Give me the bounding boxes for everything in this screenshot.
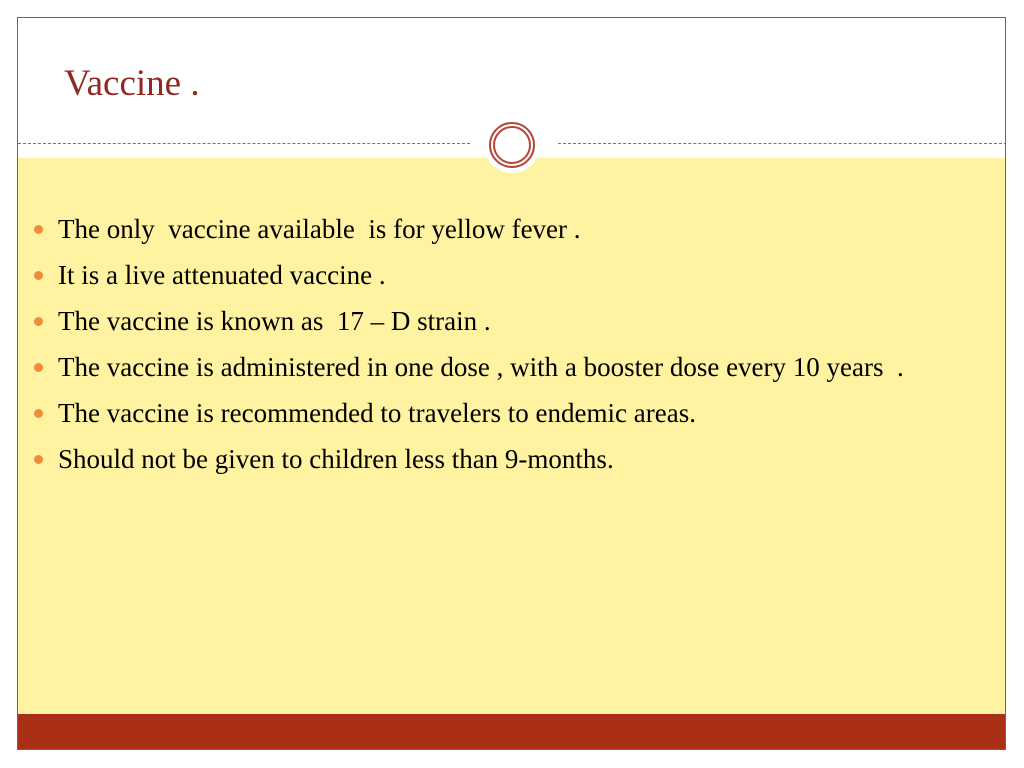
bullet-dot-icon — [34, 409, 43, 418]
title-divider-left — [18, 143, 470, 144]
bullet-dot-icon — [34, 455, 43, 464]
bullet-item — [30, 393, 950, 433]
bullet-text: The vaccine is administered in one dose , with a booster dose every 10 years . — [58, 352, 904, 382]
title-divider-right — [558, 143, 1006, 144]
bottom-accent-bar — [18, 714, 1005, 749]
bullet-dot-icon — [34, 317, 43, 326]
bullet-text: The vaccine is recommended to travelers to endemic areas. — [58, 398, 696, 428]
bullet-dot-icon — [34, 271, 43, 280]
bullet-text: The vaccine is known as 17 – D strain . — [58, 306, 491, 336]
bullet-list — [30, 209, 950, 485]
bullet-item — [30, 439, 950, 479]
bullet-item — [30, 255, 950, 295]
bullet-text: Should not be given to children less than 9-months. — [58, 444, 614, 474]
bullet-text: The only vaccine available is for yellow fever . — [58, 214, 581, 244]
bullet-text: It is a live attenuated vaccine . — [58, 260, 386, 290]
circle-ornament-icon — [484, 117, 540, 173]
slide-title: Vaccine . — [64, 63, 200, 104]
bullet-item — [30, 301, 950, 341]
bullet-dot-icon — [34, 225, 43, 234]
bullet-item — [30, 209, 950, 249]
bullet-dot-icon — [34, 363, 43, 372]
bullet-item — [30, 347, 950, 387]
